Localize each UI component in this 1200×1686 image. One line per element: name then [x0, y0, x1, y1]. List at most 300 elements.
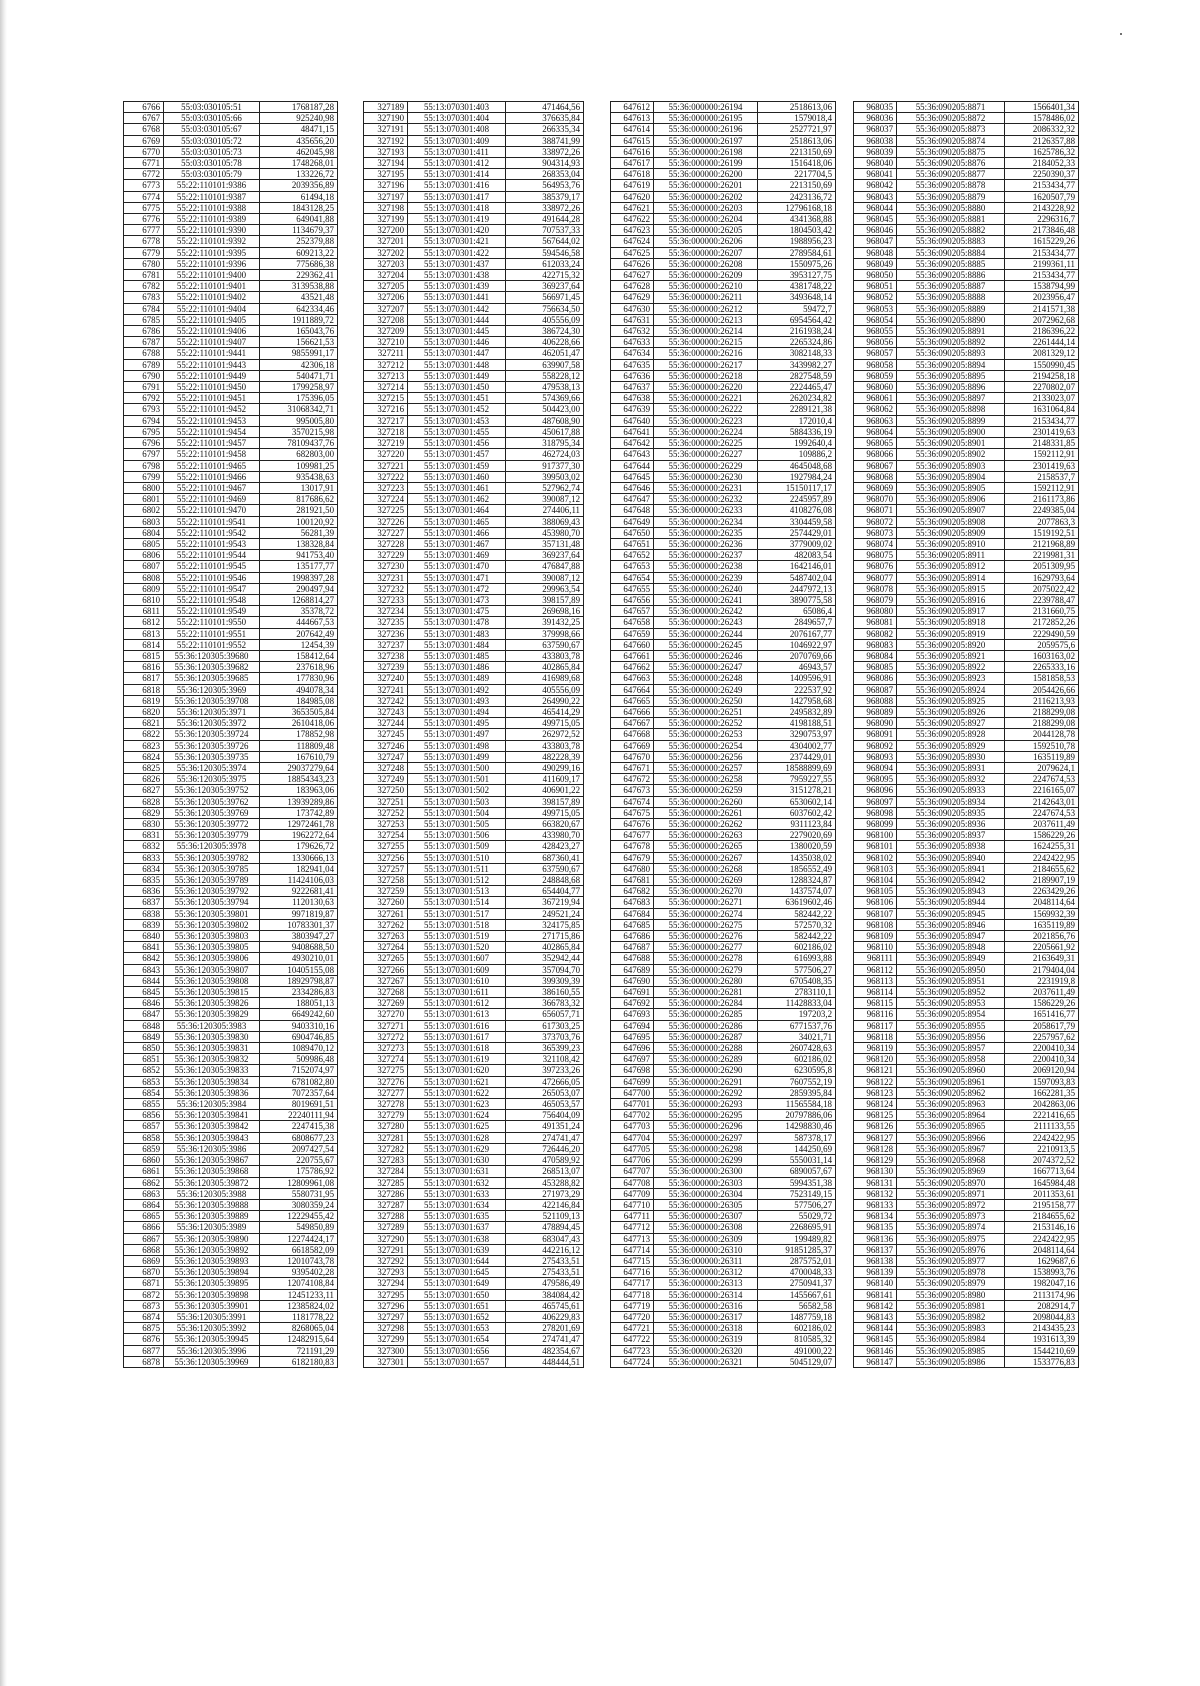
cadastral-number-cell: 55:13:070301:498 [408, 740, 506, 751]
area-value-cell: 275433,51 [506, 1255, 584, 1266]
cadastral-number-cell: 55:13:070301:485 [408, 650, 506, 661]
area-value-cell: 6618582,09 [260, 1244, 338, 1255]
area-value-cell: 450617,88 [506, 426, 584, 437]
cadastral-number-cell: 55:36:000000:26249 [654, 684, 758, 695]
area-value-cell: 2210913,5 [1005, 1143, 1079, 1154]
area-value-cell: 810585,32 [758, 1334, 836, 1345]
cadastral-number-cell: 55:36:090205:8881 [897, 214, 1005, 225]
table-row [364, 762, 584, 773]
table-row [124, 606, 338, 617]
cadastral-number-cell: 55:36:000000:26261 [654, 807, 758, 818]
cadastral-number-cell: 55:13:070301:459 [408, 460, 506, 471]
row-number-cell: 647673 [611, 785, 654, 796]
row-number-cell: 327239 [364, 662, 408, 673]
row-number-cell: 327281 [364, 1132, 408, 1143]
cadastral-number-cell: 55:36:000000:26267 [654, 852, 758, 863]
area-value-cell: 252379,88 [260, 236, 338, 247]
area-value-cell: 6890057,67 [758, 1166, 836, 1177]
row-number-cell: 6798 [124, 460, 164, 471]
table-row [611, 684, 836, 695]
area-value-cell: 470589,92 [506, 1155, 584, 1166]
table-row [364, 830, 584, 841]
row-number-cell: 647683 [611, 897, 654, 908]
area-value-cell: 1856552,49 [758, 863, 836, 874]
row-number-cell: 6867 [124, 1233, 164, 1244]
cadastral-number-cell: 55:36:000000:26277 [654, 942, 758, 953]
cadastral-number-cell: 55:36:090205:8873 [897, 124, 1005, 135]
table-row [124, 393, 338, 404]
area-value-cell: 2179404,04 [1005, 964, 1079, 975]
row-number-cell: 968109 [854, 931, 897, 942]
row-number-cell: 327213 [364, 370, 408, 381]
table-row [124, 1267, 338, 1278]
cadastral-number-cell: 55:36:120305:39894 [164, 1267, 260, 1278]
cadastral-number-cell: 55:36:090205:8907 [897, 505, 1005, 516]
row-number-cell: 647655 [611, 583, 654, 594]
row-number-cell: 327189 [364, 102, 408, 113]
row-number-cell: 327252 [364, 807, 408, 818]
row-number-cell: 647616 [611, 146, 654, 157]
row-number-cell: 6801 [124, 494, 164, 505]
cadastral-number-cell: 55:22:110101:9390 [164, 225, 260, 236]
row-number-cell: 6813 [124, 628, 164, 639]
table-row [611, 247, 836, 258]
row-number-cell: 6781 [124, 270, 164, 281]
area-value-cell: 2242422,95 [1005, 1233, 1079, 1244]
table-row [854, 1211, 1079, 1222]
area-value-cell: 1455667,61 [758, 1289, 836, 1300]
area-value-cell: 266335,34 [506, 124, 584, 135]
row-number-cell: 6826 [124, 774, 164, 785]
row-number-cell: 647658 [611, 617, 654, 628]
row-number-cell: 6845 [124, 987, 164, 998]
row-number-cell: 968140 [854, 1278, 897, 1289]
row-number-cell: 647619 [611, 180, 654, 191]
cadastral-number-cell: 55:36:000000:26270 [654, 886, 758, 897]
row-number-cell: 6838 [124, 908, 164, 919]
area-value-cell: 379998,66 [506, 628, 584, 639]
row-number-cell: 647629 [611, 292, 654, 303]
row-number-cell: 647702 [611, 1110, 654, 1121]
area-value-cell: 220755,67 [260, 1155, 338, 1166]
area-value-cell: 490299,16 [506, 762, 584, 773]
area-value-cell: 1380020,59 [758, 841, 836, 852]
cadastral-number-cell: 55:36:090205:8985 [897, 1345, 1005, 1356]
row-number-cell: 647690 [611, 975, 654, 986]
cadastral-number-cell: 55:36:090205:8954 [897, 1009, 1005, 1020]
cadastral-number-cell: 55:36:090205:8906 [897, 494, 1005, 505]
cadastral-number-cell: 55:36:090205:8909 [897, 527, 1005, 538]
area-value-cell: 61494,18 [260, 191, 338, 202]
cadastral-number-cell: 55:13:070301:446 [408, 337, 506, 348]
cadastral-number-cell: 55:36:000000:26198 [654, 146, 758, 157]
area-value-cell: 264990,22 [506, 695, 584, 706]
row-number-cell: 968100 [854, 830, 897, 841]
table-row [611, 460, 836, 471]
area-value-cell: 472666,05 [506, 1076, 584, 1087]
cadastral-number-cell: 55:36:120305:39945 [164, 1334, 260, 1345]
table-row [124, 382, 338, 393]
row-number-cell: 327277 [364, 1087, 408, 1098]
row-number-cell: 6805 [124, 538, 164, 549]
row-number-cell: 968102 [854, 852, 897, 863]
area-value-cell: 726446,20 [506, 1143, 584, 1154]
table-row [611, 785, 836, 796]
table-row [611, 449, 836, 460]
row-number-cell: 327241 [364, 684, 408, 695]
table-row [854, 1278, 1079, 1289]
table-row [611, 1345, 836, 1356]
cadastral-number-cell: 55:36:090205:8891 [897, 326, 1005, 337]
area-value-cell: 7523149,15 [758, 1188, 836, 1199]
cadastral-number-cell: 55:36:090205:8945 [897, 908, 1005, 919]
table-row [124, 337, 338, 348]
row-number-cell: 6806 [124, 550, 164, 561]
row-number-cell: 647686 [611, 931, 654, 942]
table-row [611, 1222, 836, 1233]
row-number-cell: 968069 [854, 482, 897, 493]
cadastral-number-cell: 55:36:090205:8950 [897, 964, 1005, 975]
table-row [854, 1087, 1079, 1098]
cadastral-number-cell: 55:13:070301:513 [408, 886, 506, 897]
area-value-cell: 167610,79 [260, 751, 338, 762]
row-number-cell: 968087 [854, 684, 897, 695]
area-value-cell: 1592510,78 [1005, 740, 1079, 751]
cadastral-number-cell: 55:13:070301:510 [408, 852, 506, 863]
cadastral-number-cell: 55:36:090205:8899 [897, 415, 1005, 426]
row-number-cell: 327192 [364, 135, 408, 146]
row-number-cell: 327256 [364, 852, 408, 863]
table-row [854, 449, 1079, 460]
area-value-cell: 1625786,32 [1005, 146, 1079, 157]
area-value-cell: 65086,4 [758, 606, 836, 617]
cadastral-number-cell: 55:22:110101:9388 [164, 202, 260, 213]
table-row [854, 236, 1079, 247]
table-row [611, 1121, 836, 1132]
cadastral-number-cell: 55:13:070301:420 [408, 225, 506, 236]
cadastral-number-cell: 55:36:090205:8967 [897, 1143, 1005, 1154]
row-number-cell: 968099 [854, 819, 897, 830]
table-row [854, 1356, 1079, 1367]
cadastral-number-cell: 55:36:000000:26203 [654, 202, 758, 213]
cadastral-number-cell: 55:22:110101:9466 [164, 471, 260, 482]
table-row [124, 438, 338, 449]
area-value-cell: 2161173,86 [1005, 494, 1079, 505]
cadastral-number-cell: 55:36:000000:26254 [654, 740, 758, 751]
area-value-cell: 683047,43 [506, 1233, 584, 1244]
row-number-cell: 968112 [854, 964, 897, 975]
row-number-cell: 647652 [611, 550, 654, 561]
area-value-cell: 390087,12 [506, 494, 584, 505]
row-number-cell: 968062 [854, 404, 897, 415]
row-number-cell: 327254 [364, 830, 408, 841]
area-value-cell: 12796168,18 [758, 202, 836, 213]
table-row [611, 774, 836, 785]
cadastral-number-cell: 55:36:000000:26303 [654, 1177, 758, 1188]
row-number-cell: 968143 [854, 1311, 897, 1322]
row-number-cell: 647703 [611, 1121, 654, 1132]
row-number-cell: 968072 [854, 516, 897, 527]
table-row [854, 1132, 1079, 1143]
table-row [854, 415, 1079, 426]
table-row [124, 729, 338, 740]
cadastral-number-cell: 55:13:070301:470 [408, 561, 506, 572]
cadastral-number-cell: 55:36:090205:8969 [897, 1166, 1005, 1177]
area-value-cell: 707537,33 [506, 225, 584, 236]
row-number-cell: 6821 [124, 718, 164, 729]
row-number-cell: 647647 [611, 494, 654, 505]
area-value-cell: 2199361,11 [1005, 258, 1079, 269]
cadastral-number-cell: 55:13:070301:442 [408, 303, 506, 314]
table-row [854, 975, 1079, 986]
cadastral-number-cell: 55:36:000000:26309 [654, 1233, 758, 1244]
area-value-cell: 55029,72 [758, 1211, 836, 1222]
table-row [611, 886, 836, 897]
table-row [124, 561, 338, 572]
table-row [364, 785, 584, 796]
cadastral-number-cell: 55:36:000000:26231 [654, 482, 758, 493]
row-number-cell: 647719 [611, 1300, 654, 1311]
table-row [611, 1020, 836, 1031]
row-number-cell: 6863 [124, 1188, 164, 1199]
area-value-cell: 3082148,33 [758, 348, 836, 359]
row-number-cell: 968126 [854, 1121, 897, 1132]
table-row [854, 180, 1079, 191]
area-value-cell: 462724,03 [506, 449, 584, 460]
table-row [611, 1233, 836, 1244]
table-row [611, 494, 836, 505]
row-number-cell: 327267 [364, 975, 408, 986]
row-number-cell: 968049 [854, 258, 897, 269]
cadastral-number-cell: 55:13:070301:618 [408, 1043, 506, 1054]
area-value-cell: 14298830,46 [758, 1121, 836, 1132]
area-value-cell: 2213150,69 [758, 180, 836, 191]
table-row [124, 594, 338, 605]
cadastral-number-cell: 55:13:070301:469 [408, 550, 506, 561]
area-value-cell: 416989,68 [506, 673, 584, 684]
area-value-cell: 567644,02 [506, 236, 584, 247]
area-value-cell: 2242422,95 [1005, 852, 1079, 863]
table-row [854, 314, 1079, 325]
table-row [364, 706, 584, 717]
cadastral-number-cell: 55:36:120305:39829 [164, 1009, 260, 1020]
row-number-cell: 6775 [124, 202, 164, 213]
area-value-cell: 2044128,78 [1005, 729, 1079, 740]
row-number-cell: 327274 [364, 1054, 408, 1065]
cadastral-number-cell: 55:13:070301:452 [408, 404, 506, 415]
table-row [124, 1199, 338, 1210]
table-row [611, 516, 836, 527]
table-row [364, 1132, 584, 1143]
cadastral-number-cell: 55:36:000000:26211 [654, 292, 758, 303]
table-row [124, 538, 338, 549]
area-value-cell: 268353,04 [506, 169, 584, 180]
cadastral-number-cell: 55:36:090205:8940 [897, 852, 1005, 863]
area-value-cell: 386160,55 [506, 987, 584, 998]
area-value-cell: 2082914,7 [1005, 1300, 1079, 1311]
cadastral-number-cell: 55:36:090205:8885 [897, 258, 1005, 269]
table-row [854, 650, 1079, 661]
row-number-cell: 6791 [124, 382, 164, 393]
area-value-cell: 2184655,62 [1005, 863, 1079, 874]
row-number-cell: 647612 [611, 102, 654, 113]
row-number-cell: 647642 [611, 438, 654, 449]
cadastral-number-cell: 55:13:070301:465 [408, 516, 506, 527]
table-row [854, 281, 1079, 292]
row-number-cell: 968039 [854, 146, 897, 157]
table-row [124, 1031, 338, 1042]
area-value-cell: 756634,50 [506, 303, 584, 314]
table-row [124, 292, 338, 303]
table-row [124, 527, 338, 538]
area-value-cell: 352942,44 [506, 953, 584, 964]
row-number-cell: 6868 [124, 1244, 164, 1255]
area-value-cell: 509986,48 [260, 1054, 338, 1065]
table-row [611, 1054, 836, 1065]
cadastral-number-cell: 55:36:090205:8887 [897, 281, 1005, 292]
table-row [854, 1143, 1079, 1154]
area-value-cell: 2143435,23 [1005, 1323, 1079, 1334]
cadastral-number-cell: 55:36:090205:8962 [897, 1087, 1005, 1098]
cadastral-number-cell: 55:36:000000:26319 [654, 1334, 758, 1345]
row-number-cell: 327238 [364, 650, 408, 661]
table-row [364, 169, 584, 180]
area-value-cell: 582442,22 [758, 908, 836, 919]
row-number-cell: 647664 [611, 684, 654, 695]
area-value-cell: 11428833,04 [758, 998, 836, 1009]
row-number-cell: 6778 [124, 236, 164, 247]
table-row [611, 326, 836, 337]
table-row [364, 135, 584, 146]
cadastral-number-cell: 55:13:070301:650 [408, 1289, 506, 1300]
table-row [611, 706, 836, 717]
table-row [854, 1188, 1079, 1199]
table-row [854, 1065, 1079, 1076]
row-number-cell: 647648 [611, 505, 654, 516]
area-value-cell: 2148331,85 [1005, 438, 1079, 449]
table-row [611, 281, 836, 292]
cadastral-number-cell: 55:36:000000:26281 [654, 987, 758, 998]
row-number-cell: 327215 [364, 393, 408, 404]
row-number-cell: 327221 [364, 460, 408, 471]
cadastral-number-cell: 55:13:070301:460 [408, 471, 506, 482]
area-value-cell: 12385824,02 [260, 1300, 338, 1311]
row-number-cell: 647650 [611, 527, 654, 538]
table-row [854, 202, 1079, 213]
row-number-cell: 968071 [854, 505, 897, 516]
row-number-cell: 647656 [611, 594, 654, 605]
cadastral-number-cell: 55:36:090205:8935 [897, 807, 1005, 818]
cadastral-number-cell: 55:36:120305:39890 [164, 1233, 260, 1244]
row-number-cell: 968044 [854, 202, 897, 213]
area-value-cell: 1046922,97 [758, 639, 836, 650]
cadastral-number-cell: 55:36:000000:26298 [654, 1143, 758, 1154]
area-value-cell: 5884336,19 [758, 426, 836, 437]
row-number-cell: 6816 [124, 662, 164, 673]
cadastral-number-cell: 55:36:120305:39892 [164, 1244, 260, 1255]
row-number-cell: 327206 [364, 292, 408, 303]
cadastral-number-cell: 55:36:090205:8883 [897, 236, 1005, 247]
cadastral-number-cell: 55:36:000000:26197 [654, 135, 758, 146]
row-number-cell: 327201 [364, 236, 408, 247]
area-value-cell: 78109437,76 [260, 438, 338, 449]
table-row [611, 214, 836, 225]
cadastral-number-cell: 55:22:110101:9386 [164, 180, 260, 191]
area-value-cell: 7607552,19 [758, 1076, 836, 1087]
area-value-cell: 6649242,60 [260, 1009, 338, 1020]
table-row [364, 1267, 584, 1278]
area-value-cell: 428423,27 [506, 841, 584, 852]
cadastral-number-cell: 55:36:090205:8908 [897, 516, 1005, 527]
area-value-cell: 479538,13 [506, 382, 584, 393]
cadastral-number-cell: 55:36:090205:8931 [897, 762, 1005, 773]
row-number-cell: 6786 [124, 326, 164, 337]
table-row [364, 819, 584, 830]
cadastral-number-cell: 55:13:070301:609 [408, 964, 506, 975]
row-number-cell: 647644 [611, 460, 654, 471]
cadastral-number-cell: 55:13:070301:449 [408, 370, 506, 381]
row-number-cell: 327224 [364, 494, 408, 505]
area-value-cell: 2011353,61 [1005, 1188, 1079, 1199]
row-number-cell: 968084 [854, 650, 897, 661]
area-value-cell: 642334,46 [260, 303, 338, 314]
row-number-cell: 968120 [854, 1054, 897, 1065]
table-row [124, 348, 338, 359]
cadastral-number-cell: 55:36:120305:39785 [164, 863, 260, 874]
row-number-cell: 6808 [124, 572, 164, 583]
cadastral-number-cell: 55:36:120305:39735 [164, 751, 260, 762]
cadastral-number-cell: 55:36:120305:39831 [164, 1043, 260, 1054]
row-number-cell: 968081 [854, 617, 897, 628]
area-value-cell: 188051,13 [260, 998, 338, 1009]
table-row [854, 550, 1079, 561]
row-number-cell: 647684 [611, 908, 654, 919]
cadastral-number-cell: 55:13:070301:503 [408, 796, 506, 807]
row-number-cell: 6848 [124, 1020, 164, 1031]
area-value-cell: 1988956,23 [758, 236, 836, 247]
row-number-cell: 6803 [124, 516, 164, 527]
cadastral-number-cell: 55:36:000000:26278 [654, 953, 758, 964]
area-value-cell: 1642146,01 [758, 561, 836, 572]
cadastral-number-cell: 55:36:120305:39792 [164, 886, 260, 897]
row-number-cell: 968041 [854, 169, 897, 180]
area-value-cell: 4645048,68 [758, 460, 836, 471]
area-value-cell: 582442,22 [758, 931, 836, 942]
area-value-cell: 391432,25 [506, 617, 584, 628]
area-value-cell: 433803,78 [506, 740, 584, 751]
row-number-cell: 327296 [364, 1300, 408, 1311]
cadastral-number-cell: 55:36:090205:8982 [897, 1311, 1005, 1322]
table-row [364, 214, 584, 225]
row-number-cell: 968036 [854, 113, 897, 124]
cadastral-number-cell: 55:36:000000:26201 [654, 180, 758, 191]
cadastral-number-cell: 55:36:000000:26209 [654, 270, 758, 281]
cadastral-number-cell: 55:36:120305:39867 [164, 1155, 260, 1166]
row-number-cell: 6876 [124, 1334, 164, 1345]
row-number-cell: 968097 [854, 796, 897, 807]
table-row [124, 1233, 338, 1244]
row-number-cell: 327278 [364, 1099, 408, 1110]
table-row [854, 494, 1079, 505]
area-value-cell: 262972,52 [506, 729, 584, 740]
row-number-cell: 327216 [364, 404, 408, 415]
row-number-cell: 968106 [854, 897, 897, 908]
table-row [364, 1155, 584, 1166]
cadastral-number-cell: 55:13:070301:448 [408, 359, 506, 370]
row-number-cell: 327196 [364, 180, 408, 191]
row-number-cell: 327240 [364, 673, 408, 684]
row-number-cell: 647698 [611, 1065, 654, 1076]
